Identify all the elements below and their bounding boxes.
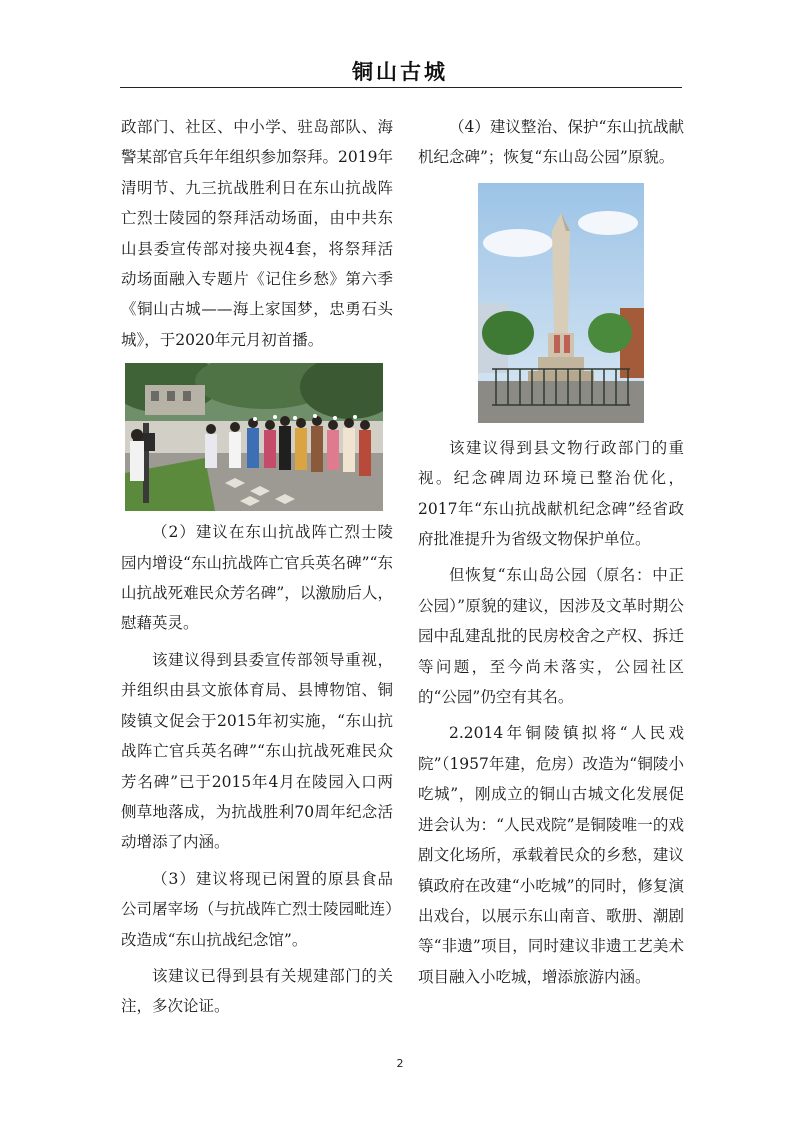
left-paragraph-5: 该建议已得到县有关规建部门的关注，多次论证。 [121, 966, 393, 1016]
right-paragraph-2: 该建议得到县文物行政部门的重视。纪念碑周边环境已整治优化，2017年“东山抗战献机纪念碑”经省政府批准提升为省级文物保护单位。 [418, 438, 684, 549]
header-title: 铜山古城 [352, 60, 448, 84]
left-column [121, 112, 393, 1022]
right-column [418, 112, 684, 992]
right-paragraph-4: 2.2014年铜陵镇拟将“人民戏院”（1957年建，危房）改造为“铜陵小吃城”，刚成立的铜山古城文化发展促进会认为：“人民戏院”是铜陵唯一的戏剧文化场所，承载着民众的乡愁，建议镇政府在改建“小吃城”的同时，修复演出戏台，以展示东山南音、歌册、潮剧等“非遗”项目，同时建议非遗工艺美术项目融入小吃城，增添旅游内涵。 [418, 724, 684, 986]
right-paragraph-1: （4）建议整治、保护“东山抗战献机纪念碑”；恢复“东山岛公园”原貌。 [418, 118, 684, 167]
left-paragraph-1: 政部门、社区、中小学、驻岛部队、海警某部官兵年年组织参加祭拜。2019年清明节、九三抗战胜利日在东山抗战阵亡烈士陵园的祭拜活动场面，由中共东山县委宣传部对接央视4套，将祭拜活动场面融入专题片《记住乡愁》第六季《铜山古城——海上家国梦，忠勇石头城》，于2020年元月初首播。 [121, 118, 393, 349]
right-paragraph-3: 但恢复“东山岛公园（原名：中正公园）”原貌的建议，因涉及文革时期公园中乱建乱批的民房校舍之产权、拆迁等问题，至今尚未落实，公园社区的“公园”仍空有其名。 [418, 566, 684, 707]
memorial-ceremony-photo [125, 363, 383, 511]
memorial-monument-photo [478, 183, 644, 423]
left-paragraph-2: （2）建议在东山抗战阵亡烈士陵园内增设“东山抗战阵亡官兵英名碑”“东山抗战死难民众芳名碑”，以激励后人，慰藉英灵。 [121, 523, 393, 633]
header-rule [120, 87, 682, 88]
page-number: 2 [396, 1057, 404, 1070]
left-paragraph-4: （3）建议将现已闲置的原县食品公司屠宰场（与抗战阵亡烈士陵园毗连）改造成“东山抗战纪念馆”。 [121, 869, 393, 949]
left-paragraph-3: 该建议得到县委宣传部领导重视，并组织由县文旅体育局、县博物馆、铜陵镇文促会于2015年初实施，“东山抗战阵亡官兵英名碑”“东山抗战死难民众芳名碑”已于2015年4月在陵园入口两侧草地落成，为抗战胜利70周年纪念活动增添了内涵。 [121, 650, 393, 852]
